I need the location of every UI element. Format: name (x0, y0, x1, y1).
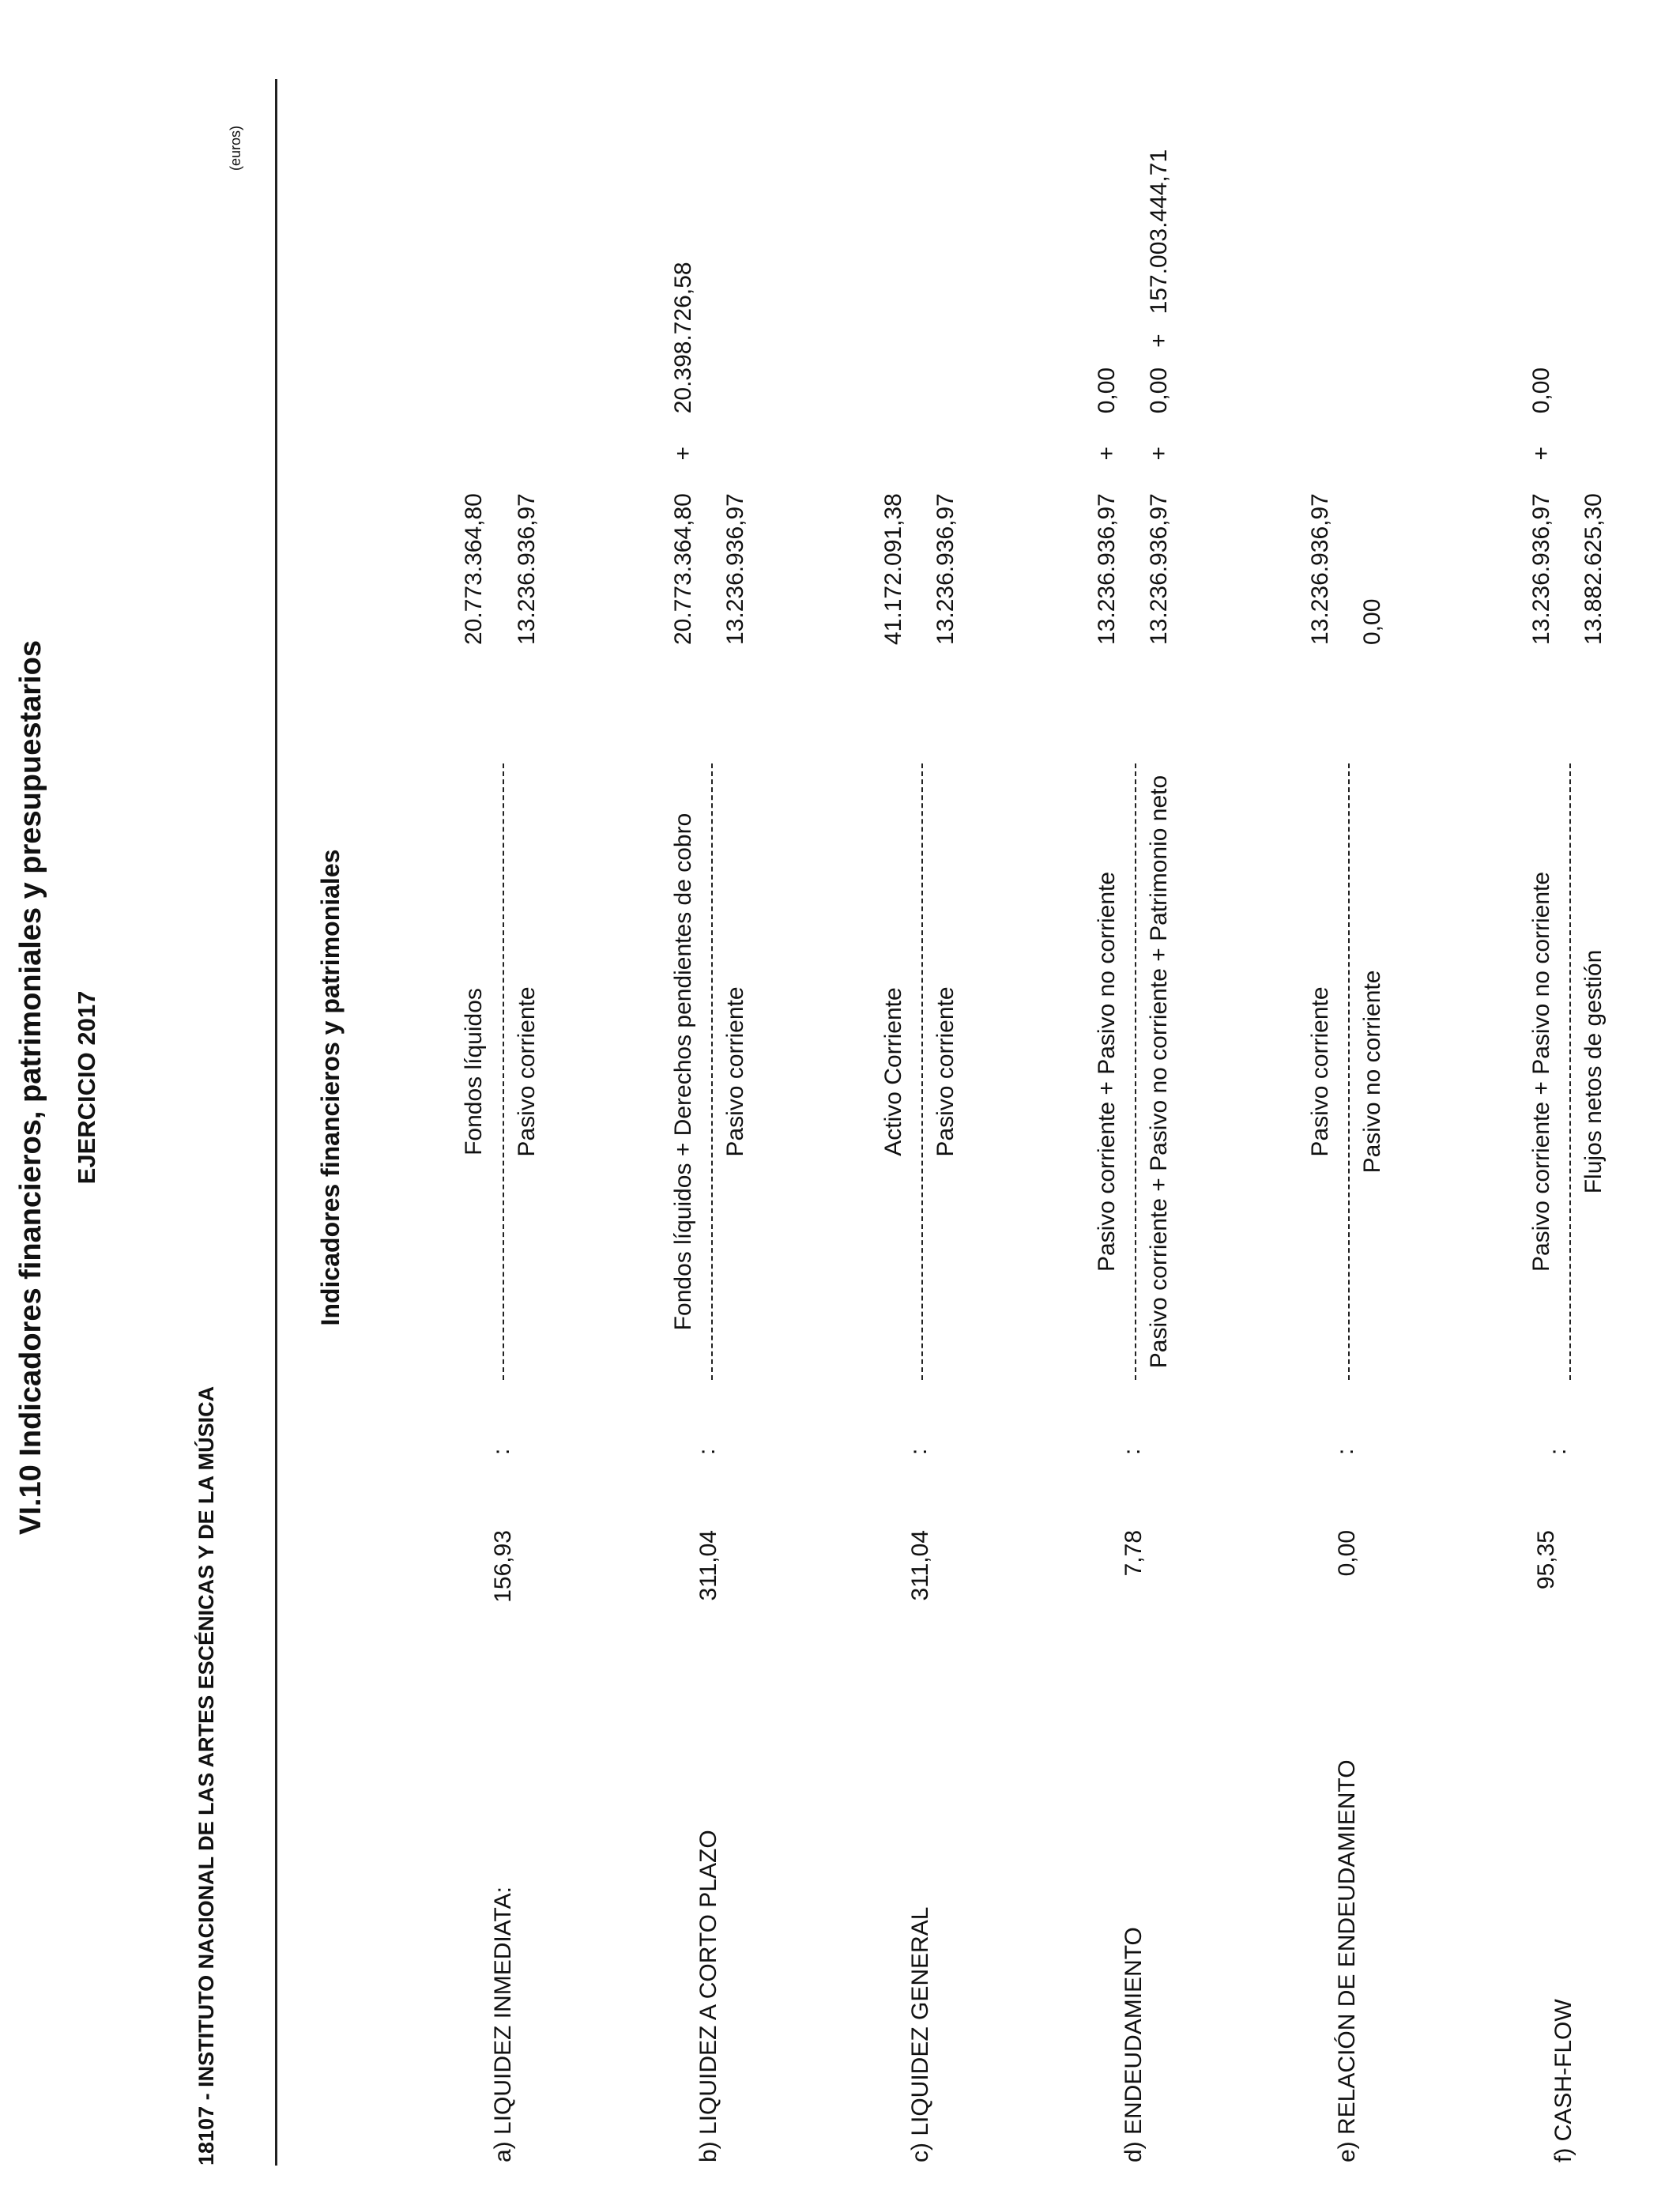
indicator-denominator: Pasivo corriente (932, 986, 959, 1157)
indicator-label: c) LIQUIDEZ GENERAL (907, 1906, 933, 2162)
indicator-value: 156,93 (490, 1530, 516, 1603)
indicator-label: e) RELACIÓN DE ENDEUDAMIENTO (1334, 1759, 1360, 2162)
fraction-line (503, 763, 504, 1380)
indicator-value: 311,04 (695, 1530, 721, 1601)
indicator-denominator: Pasivo no corriente (1359, 970, 1385, 1174)
ejercicio-label: EJERCICIO 2017 (73, 990, 100, 1185)
numerator-values: 13.236.936,97 + 0,00 (1528, 367, 1554, 645)
indicator-numerator: Pasivo corriente (1307, 986, 1333, 1157)
indicator-numerator: Pasivo corriente + Pasivo no corriente (1528, 871, 1554, 1272)
indicator-denominator: Flujos netos de gestión (1580, 949, 1607, 1194)
numerator-values: 13.236.936,97 + 0,00 (1094, 367, 1120, 645)
indicator-label: b) LIQUIDEZ A CORTO PLAZO (695, 1830, 721, 2162)
indicator-numerator: Pasivo corriente + Pasivo no corriente (1094, 871, 1120, 1272)
indicator-denominator: Pasivo corriente (722, 986, 748, 1157)
indicator-denominator: Pasivo corriente (514, 986, 540, 1157)
indicator-colon: : (1545, 1448, 1571, 1455)
indicator-colon: : (1119, 1448, 1145, 1455)
page-title: VI.10 Indicadores financieros, patrimoniales y presupuestarios (14, 640, 47, 1535)
indicator-label: d) ENDEUDAMIENTO (1121, 1927, 1147, 2162)
indicator-numerator: Activo Corriente (880, 987, 906, 1156)
denominator-values: 13.236.936,97 (932, 493, 959, 645)
denominator-values: 0,00 (1359, 598, 1385, 645)
fraction-line (1569, 763, 1571, 1380)
denominator-values: 13.236.936,97 (722, 493, 748, 645)
indicator-numerator: Fondos líquidos + Derechos pendientes de cobro (670, 812, 696, 1331)
entity-name: 18107 - INSTITUTO NACIONAL DE LAS ARTES ESCÉNICAS Y DE LA MÚSICA (194, 1385, 218, 2166)
indicator-label: a) LIQUIDEZ INMEDIATA: (490, 1887, 516, 2162)
numerator-values: 20.773.364,80 + 20.398.726,58 (670, 262, 696, 645)
denominator-values: 13.236.936,97 + 0,00 + 157.003.444,71 (1146, 149, 1172, 645)
indicator-colon: : (906, 1448, 932, 1455)
indicator-value: 311,04 (907, 1530, 933, 1601)
indicator-denominator: Pasivo corriente + Pasivo no corriente + Patrimonio neto (1146, 775, 1172, 1369)
indicator-colon: : (1332, 1448, 1358, 1455)
denominator-values: 13.236.936,97 (514, 493, 540, 645)
indicator-value: 95,35 (1533, 1530, 1559, 1590)
header-rule (275, 79, 277, 2166)
indicator-colon: : (488, 1448, 514, 1455)
fraction-line (1135, 763, 1136, 1380)
indicator-numerator: Fondos líquidos (461, 988, 487, 1155)
fraction-line (921, 763, 923, 1380)
fraction-line (1348, 763, 1350, 1380)
indicator-colon: : (694, 1448, 720, 1455)
indicator-value: 0,00 (1334, 1530, 1360, 1577)
units-label: (euros) (228, 125, 243, 171)
fraction-line (711, 763, 713, 1380)
indicator-value: 7,78 (1121, 1530, 1147, 1577)
numerator-values: 20.773.364,80 (461, 493, 487, 645)
numerator-values: 13.236.936,97 (1307, 493, 1333, 645)
denominator-values: 13.882.625,30 (1580, 493, 1607, 645)
numerator-values: 41.172.091,38 (880, 493, 906, 645)
section-title: Indicadores financieros y patrimoniales (316, 849, 345, 1326)
indicator-label: f) CASH-FLOW (1550, 1999, 1576, 2162)
